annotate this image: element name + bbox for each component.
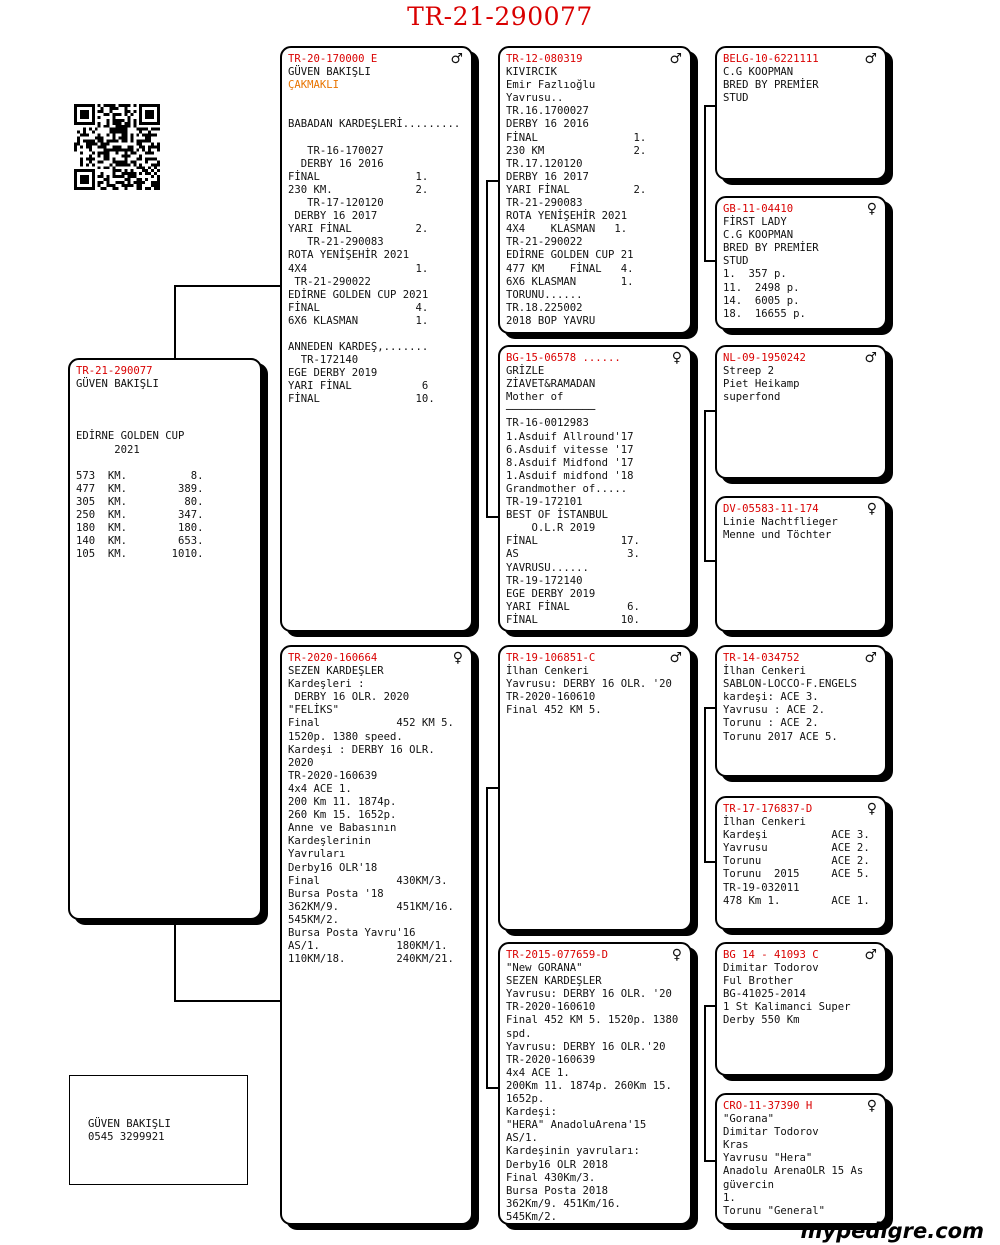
dam-dam-sire-card[interactable] [715, 942, 887, 1076]
dam-sire-sire-text [723, 652, 879, 744]
male-icon: ♂ [864, 947, 877, 963]
connector-line [704, 1005, 706, 1162]
dam-dam-dam-text [723, 1100, 879, 1218]
dam-dam-dam-card[interactable] [715, 1093, 887, 1225]
ring-number: GB-11-04410 [723, 203, 794, 215]
ring-number: TR-2020-160664 [288, 652, 378, 664]
male-icon: ♂ [450, 51, 463, 67]
connector-line [704, 410, 715, 412]
card-details: İlhan Cenkeri SABLON-LOCCO-F.ENGELS kardeşi: ACE 3. Yavrusu : ACE 2. Torunu : ACE 2. Torunu 2017 ACE 5. [723, 665, 857, 743]
sire-dam-dam-text [723, 503, 879, 542]
ring-number: TR-20-170000 E [288, 53, 378, 65]
male-icon: ♂ [669, 51, 682, 67]
connector-line [704, 410, 706, 562]
male-icon: ♂ [864, 51, 877, 67]
sire-text [288, 53, 465, 407]
sire-dam-card[interactable] [498, 345, 692, 632]
connector-line [704, 707, 715, 709]
dam-dam-card[interactable] [498, 942, 692, 1225]
connector-line [704, 1005, 715, 1007]
sire-dam-dam-card[interactable] [715, 496, 887, 632]
card-details: "New GORANA" SEZEN KARDEŞLER Yavrusu: DERBY 16 OLR. '20 TR-2020-160610 Final 452 KM 5. 1520p. 1380 spd. Yavrusu: DERBY 16 OLR.'20 TR-2020-160639 4x4 ACE 1. 200Km 11. 1874p. 260Km 15. 1652p. Kardeşi: "HERA" AnadoluArena'15 AS/1. Kardeşinin yavruları: Derby16 OLR 2018 Final 430Km/3. Bursa Posta 2018 362Km/9. 451Km/16. 545Km/2. [506, 962, 679, 1223]
connector-line [486, 1087, 498, 1089]
sire-sire-sire-text [723, 53, 879, 105]
sire-dam-sire-text [723, 352, 879, 404]
dam-sire-text [506, 652, 684, 717]
connector-line [704, 707, 706, 863]
ring-number: TR-14-034752 [723, 652, 800, 664]
pedigree-title: TR-21-290077 [407, 2, 593, 31]
connector-line [174, 285, 280, 287]
connector-line [486, 180, 498, 182]
female-icon: ♀ [866, 1098, 877, 1114]
dam-sire-card[interactable] [498, 645, 692, 931]
color-label: ÇAKMAKLI [288, 79, 340, 92]
card-details: Streep 2 Piet Heikamp superfond [723, 365, 800, 404]
qr-code-icon [74, 104, 160, 190]
male-icon: ♂ [669, 650, 682, 666]
card-details: "Gorana" Dimitar Todorov Kras Yavrusu "Hera" Anadolu ArenaOLR 15 As güvercin 1. Torunu "General" [723, 1113, 864, 1217]
sire-sire-dam-text [723, 203, 879, 321]
sire-sire-text [506, 53, 684, 328]
ring-number: TR-2015-077659-D [506, 949, 609, 961]
sire-sire-card[interactable] [498, 46, 692, 334]
card-details: İlhan Cenkeri Kardeşi ACE 3. Yavrusu ACE 2. Torunu ACE 2. Torunu 2015 ACE 5. TR-19-032011 478 Km 1. ACE 1. [723, 816, 870, 907]
connector-line [704, 260, 715, 262]
main-pigeon-card[interactable] [68, 358, 262, 920]
connector-line [486, 787, 498, 789]
ring-number: DV-05583-11-174 [723, 503, 819, 515]
female-icon: ♀ [866, 801, 877, 817]
card-details: İlhan Cenkeri Yavrusu: DERBY 16 OLR. '20 TR-2020-160610 Final 452 KM 5. [506, 665, 672, 717]
ring-number: BG-15-06578 ...... [506, 352, 621, 364]
ring-number: TR-19-106851-C [506, 652, 596, 664]
ring-number: CRO-11-37390 H [723, 1100, 813, 1112]
card-details: Dimitar Todorov Ful Brother BG-41025-2014 1 St Kalimanci Super Derby 550 Km [723, 962, 851, 1027]
sire-sire-sire-card[interactable] [715, 46, 887, 180]
dam-dam-text [506, 949, 684, 1224]
connector-line [704, 105, 715, 107]
dam-dam-sire-text [723, 949, 879, 1028]
breeder-contact-box [69, 1075, 248, 1185]
breeder-contact-text: GÜVEN BAKIŞLI 0545 3299921 [88, 1118, 171, 1143]
card-details: BABADAN KARDEŞLERİ......... TR-16-170027 DERBY 16 2016 FİNAL 1. 230 KM. 2. TR-17-120120 DERBY 16 2017 YARI FİNAL 2. TR-21-290083 ROTA YENİŞEHİR 2021 4X4 1. TR-21-290022 EDİRNE GOLDEN CUP 2021 FİNAL 4. 6X6 KLASMAN 1. ANNEDEN KARDEŞ,....... TR-172140 EGE DERBY 2019 YARI FİNAL 6 FİNAL 10. [288, 118, 461, 406]
connector-line [174, 1000, 280, 1002]
card-details: GRİZLE ZİAVET&RAMADAN Mother of ────────────── TR-16-0012983 1.Asduif Allround'17 6.Asduif vitesse '17 8.Asduif Midfond '17 1.Asduif midfond '18 Grandmother of..... TR-19-172101 BEST OF İSTANBUL O.L.R 2019 FİNAL 17. AS 3. YAVRUSU...... TR-19-172140 EGE DERBY 2019 YARI FİNAL 6. FİNAL 10. [506, 365, 640, 626]
female-icon: ♀ [866, 501, 877, 517]
dam-sire-dam-text [723, 803, 879, 908]
connector-line [704, 105, 706, 262]
female-icon: ♀ [452, 650, 463, 666]
female-icon: ♀ [671, 350, 682, 366]
connector-line [704, 560, 715, 562]
male-icon: ♂ [864, 350, 877, 366]
card-details: FİRST LADY C.G KOOPMAN BRED BY PREMİER STUD 1. 357 p. 11. 2498 p. 14. 6005 p. 18. 16655 p. [723, 216, 819, 320]
male-icon: ♂ [864, 650, 877, 666]
dam-text [288, 652, 465, 966]
ring-number: BELG-10-6221111 [723, 53, 819, 65]
ring-number: TR-21-290077 [76, 365, 153, 377]
connector-line [704, 1160, 715, 1162]
card-details: Linie Nachtflieger Menne und Töchter [723, 516, 838, 542]
card-details: SEZEN KARDEŞLER Kardeşleri : DERBY 16 OLR. 2020 "FELİKS" Final 452 KM 5. 1520p. 1380 speed. Kardeşi : DERBY 16 OLR. 2020 TR-2020-160639 4x4 ACE 1. 200 Km 11. 1874p. 260 Km 15. 1652p. Anne ve Babasının Kardeşlerinin Yavruları Derby16 OLR'18 Final 430KM/3. Bursa Posta '18 362KM/9. 451KM/16. 545KM/2. Bursa Posta Yavru'16 AS/1. 180KM/1. 110KM/18. 240KM/21. [288, 665, 454, 966]
dam-sire-sire-card[interactable] [715, 645, 887, 777]
sire-dam-text [506, 352, 684, 627]
main-pigeon-text [76, 365, 254, 561]
ring-number: BG 14 - 41093 C [723, 949, 819, 961]
connector-line [704, 861, 715, 863]
sire-dam-sire-card[interactable] [715, 345, 887, 479]
connector-line [174, 285, 176, 360]
connector-line [174, 922, 176, 1002]
female-icon: ♀ [671, 947, 682, 963]
connector-line [486, 180, 488, 518]
sire-card[interactable] [280, 46, 473, 632]
connector-line [486, 787, 488, 1089]
site-watermark: mypedigre.com [800, 1219, 984, 1243]
sire-sire-dam-card[interactable] [715, 196, 887, 330]
card-details: C.G KOOPMAN BRED BY PREMİER STUD [723, 66, 819, 105]
ring-number: TR-12-080319 [506, 53, 583, 65]
dam-card[interactable] [280, 645, 473, 1225]
owner-name: GÜVEN BAKIŞLI [288, 66, 371, 79]
dam-sire-dam-card[interactable] [715, 796, 887, 930]
female-icon: ♀ [866, 201, 877, 217]
ring-number: TR-17-176837-D [723, 803, 813, 815]
connector-line [486, 516, 498, 518]
card-details: KIVIRCIK Emir Fazlıoğlu Yavrusu.. TR.16.1700027 DERBY 16 2016 FİNAL 1. 230 KM 2. TR.17.120120 DERBY 16 2017 YARI FİNAL 2. TR-21-290083 ROTA YENİŞEHİR 2021 4X4 KLASMAN 1. TR-21-290022 EDİRNE GOLDEN CUP 21 477 KM FİNAL 4. 6X6 KLASMAN 1. TORUNU...... TR.18.225002 2018 BOP YAVRU [506, 66, 647, 327]
ring-number: NL-09-1950242 [723, 352, 806, 364]
card-details: GÜVEN BAKIŞLI EDİRNE GOLDEN CUP 2021 573 KM. 8. 477 KM. 389. 305 KM. 80. 250 KM. 347. 180 KM. 180. 140 KM. 653. 105 KM. 1010. [76, 378, 204, 561]
